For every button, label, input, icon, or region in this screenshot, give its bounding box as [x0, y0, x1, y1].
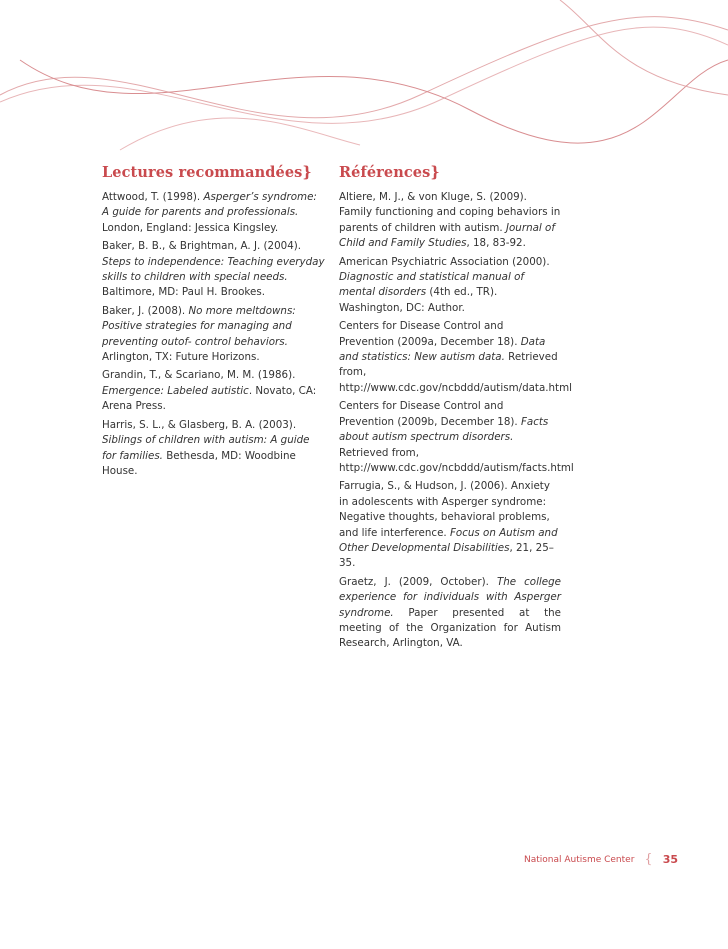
reference-title: Focus on Autism and Other Developmental Disabilities: [339, 526, 558, 554]
page-number: 35: [662, 853, 678, 866]
reference-text: Centers for Disease Control and Prevention (2009a, December 18).: [339, 320, 521, 348]
reference-text: Graetz, J. (2009, October).: [339, 575, 497, 588]
recommended-readings-list: [102, 190, 326, 479]
reference-text: , 18, 83-92.: [466, 237, 526, 250]
recommended-readings-column: [102, 164, 326, 482]
reference-title: The college experience for individuals with Asperger syndrome.: [339, 575, 561, 619]
reference-entry: [102, 304, 326, 366]
reference-text: Retrieved from, http://www.cdc.gov/ncbddd/autism/data.html: [339, 351, 572, 394]
reference-text: Baker, B. B., & Brightman, A. J. (2004).: [102, 240, 302, 253]
reference-entry: [339, 575, 561, 652]
reference-text: Harris, S. L., & Glasberg, B. A. (2003).: [102, 418, 297, 431]
reference-text: (4th ed., TR). Washington, DC: Author.: [339, 286, 498, 314]
reference-title: Emergence: Labeled autistic: [102, 384, 249, 397]
references-column: [339, 164, 574, 655]
reference-text: London, England: Jessica Kingsley.: [102, 221, 279, 234]
reference-text: Altiere, M. J., & von Kluge, S. (2009). Family functioning and coping behaviors in parents of children with autism.: [339, 191, 561, 234]
reference-entry: [339, 190, 561, 252]
reference-entry: [339, 399, 574, 476]
reference-text: , 21, 25–35.: [339, 541, 554, 570]
reference-text: Grandin, T., & Scariano, M. M. (1986).: [102, 369, 296, 382]
reference-text: Attwood, T. (1998).: [102, 191, 204, 203]
footer-brace-ornament: {: [644, 852, 653, 867]
reference-text: Baltimore, MD: Paul H. Brookes.: [102, 286, 265, 299]
references-heading: Références}: [339, 164, 440, 181]
reference-text: Centers for Disease Control and Prevention (2009b, December 18).: [339, 400, 521, 428]
page-footer: [524, 852, 678, 867]
reference-text: . Novato, CA: Arena Press.: [102, 384, 317, 413]
reference-title: Facts about autism spectrum disorders.: [339, 415, 549, 444]
reference-title: Asperger’s syndrome: A guide for parents and professionals.: [102, 191, 317, 219]
reference-entry: [102, 190, 326, 236]
recommended-readings-heading: Lectures recommandées}: [102, 164, 312, 181]
reference-title: Siblings of children with autism: A guide for families.: [102, 434, 310, 462]
reference-text: Farrugia, S., & Hudson, J. (2006). Anxiety in adolescents with Asperger syndrome: Negative thoughts, behavioral problems, and life interference.: [339, 480, 550, 539]
reference-title: No more meltdowns: Positive strategies for managing and preventing outof- control behaviors.: [102, 304, 296, 348]
reference-title: Data and statistics: New autism data.: [339, 335, 546, 364]
reference-title: Steps to independence: Teaching everyday skills to children with special needs.: [102, 255, 325, 284]
reference-entry: [102, 239, 326, 301]
reference-entry: [102, 368, 326, 414]
footer-organization: National Autisme Center: [524, 854, 635, 865]
references-list: [339, 190, 574, 652]
reference-text: Retrieved from, http://www.cdc.gov/ncbddd/autism/facts.html: [339, 446, 574, 474]
reference-entry: [102, 418, 326, 480]
reference-entry: [339, 319, 572, 396]
reference-title: Diagnostic and statistical manual of mental disorders: [339, 271, 525, 299]
reference-title: Journal of Child and Family Studies: [339, 221, 555, 250]
reference-text: Bethesda, MD: Woodbine House.: [102, 449, 296, 477]
reference-text: Arlington, TX: Future Horizons.: [102, 351, 260, 364]
reference-text: American Psychiatric Association (2000).: [339, 255, 550, 268]
reference-text: Paper presented at the meeting of the Organization for Autism Research, Arlington, VA.: [339, 606, 561, 650]
decorative-wave-lines: [0, 0, 728, 170]
reference-entry: [339, 479, 561, 571]
reference-text: Baker, J. (2008).: [102, 304, 189, 317]
reference-entry: [339, 255, 561, 317]
